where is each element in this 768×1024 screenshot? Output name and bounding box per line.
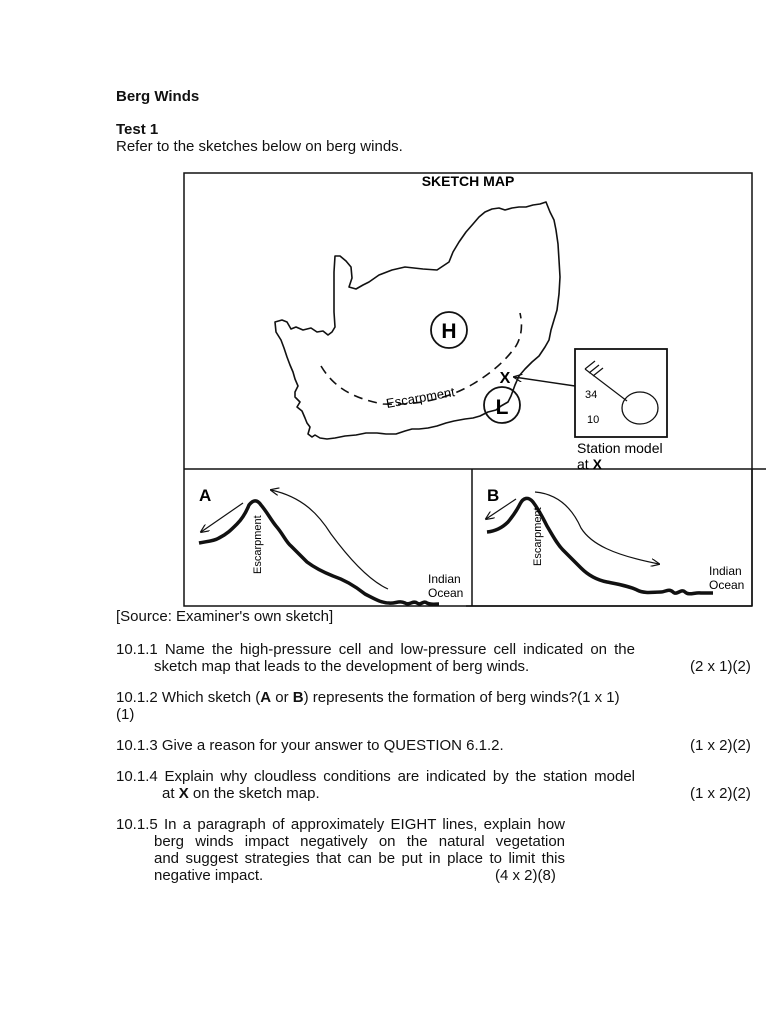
question-10-1-5-marks: (4 x 2)(8) [495, 867, 556, 884]
high-pressure-label: H [441, 320, 457, 343]
panel-a-ocean-line1: Indian [428, 572, 461, 586]
map-title: SKETCH MAP [421, 173, 515, 189]
panel-a-escarpment: Escarpment [252, 515, 264, 574]
question-10-1-1-line1: 10.1.1 Name the high-pressure cell and low-pressure cell indicated on the [116, 641, 635, 658]
question-10-1-2-prefix: 10.1.2 Which sketch ( [116, 689, 261, 706]
question-10-1-2-option-a: A [260, 689, 272, 706]
question-10-1-4-line2-prefix: at [162, 785, 179, 802]
station-dewpoint: 10 [587, 414, 600, 426]
question-10-1-3-marks: (1 x 2)(2) [690, 737, 751, 754]
panel-b-letter: B [487, 486, 500, 505]
question-10-1-2-option-b: B [292, 689, 304, 706]
question-10-1-2-marks: (1) [116, 706, 135, 723]
question-10-1-5-line1: 10.1.5 In a paragraph of approximately EIGHT lines, explain how [116, 816, 565, 833]
question-10-1-4-line1: 10.1.4 Explain why cloudless conditions are indicated by the station model [116, 768, 635, 785]
station-caption-x: X [592, 456, 602, 472]
question-10-1-4-x: X [178, 785, 189, 802]
question-10-1-2-or: or [271, 689, 293, 706]
question-10-1-1-marks: (2 x 1)(2) [690, 658, 751, 675]
question-10-1-1 [116, 641, 635, 675]
berg-wind-figure [183, 172, 768, 607]
question-10-1-5-line3: and suggest strategies that can be put in place to limit this [154, 850, 565, 867]
source-caption: [Source: Examiner's own sketch] [116, 608, 334, 625]
station-cloud-circle [622, 392, 658, 424]
test-title: Test 1 [116, 121, 159, 138]
page-heading: Berg Winds [116, 88, 200, 105]
panel-b-escarpment: Escarpment [532, 507, 544, 566]
question-10-1-1-line2: sketch map that leads to the development of berg winds. [154, 658, 530, 675]
question-10-1-4-line2-suffix: on the sketch map. [188, 785, 320, 802]
question-10-1-4-marks: (1 x 2)(2) [690, 785, 751, 802]
question-10-1-5-line4: negative impact. [154, 867, 264, 884]
panel-a-wind-arrow-up [201, 503, 243, 532]
svg-text:at X [577, 456, 603, 472]
panel-a-terrain [199, 501, 439, 604]
station-caption-line1: Station model [577, 440, 663, 456]
station-pointer-arrow [514, 377, 575, 386]
question-10-1-4 [116, 768, 635, 802]
question-10-1-2-suffix: ) represents the formation of berg winds?(1 x 1) [303, 689, 620, 706]
station-caption-prefix: at [577, 456, 593, 472]
panel-a-letter: A [199, 486, 212, 505]
intro-text: Refer to the sketches below on berg winds. [116, 138, 403, 155]
escarpment-label: Escarpment [384, 384, 456, 411]
panel-b-ocean-line1: Indian [709, 564, 742, 578]
panel-b-terrain [487, 498, 713, 593]
low-pressure-label: L [495, 396, 509, 419]
question-10-1-3-line1: 10.1.3 Give a reason for your answer to QUESTION 6.1.2. [116, 737, 504, 754]
question-10-1-3 [116, 737, 504, 754]
station-temperature: 34 [585, 389, 598, 401]
question-10-1-5-line2: berg winds impact negatively on the natural vegetation [154, 833, 565, 850]
panel-b-wind-arrow-down [535, 492, 659, 564]
question-10-1-2 [116, 689, 620, 723]
x-location-label: X [499, 370, 511, 387]
panel-a-ocean-line2: Ocean [428, 586, 464, 600]
panel-b-ocean-line2: Ocean [709, 578, 745, 592]
